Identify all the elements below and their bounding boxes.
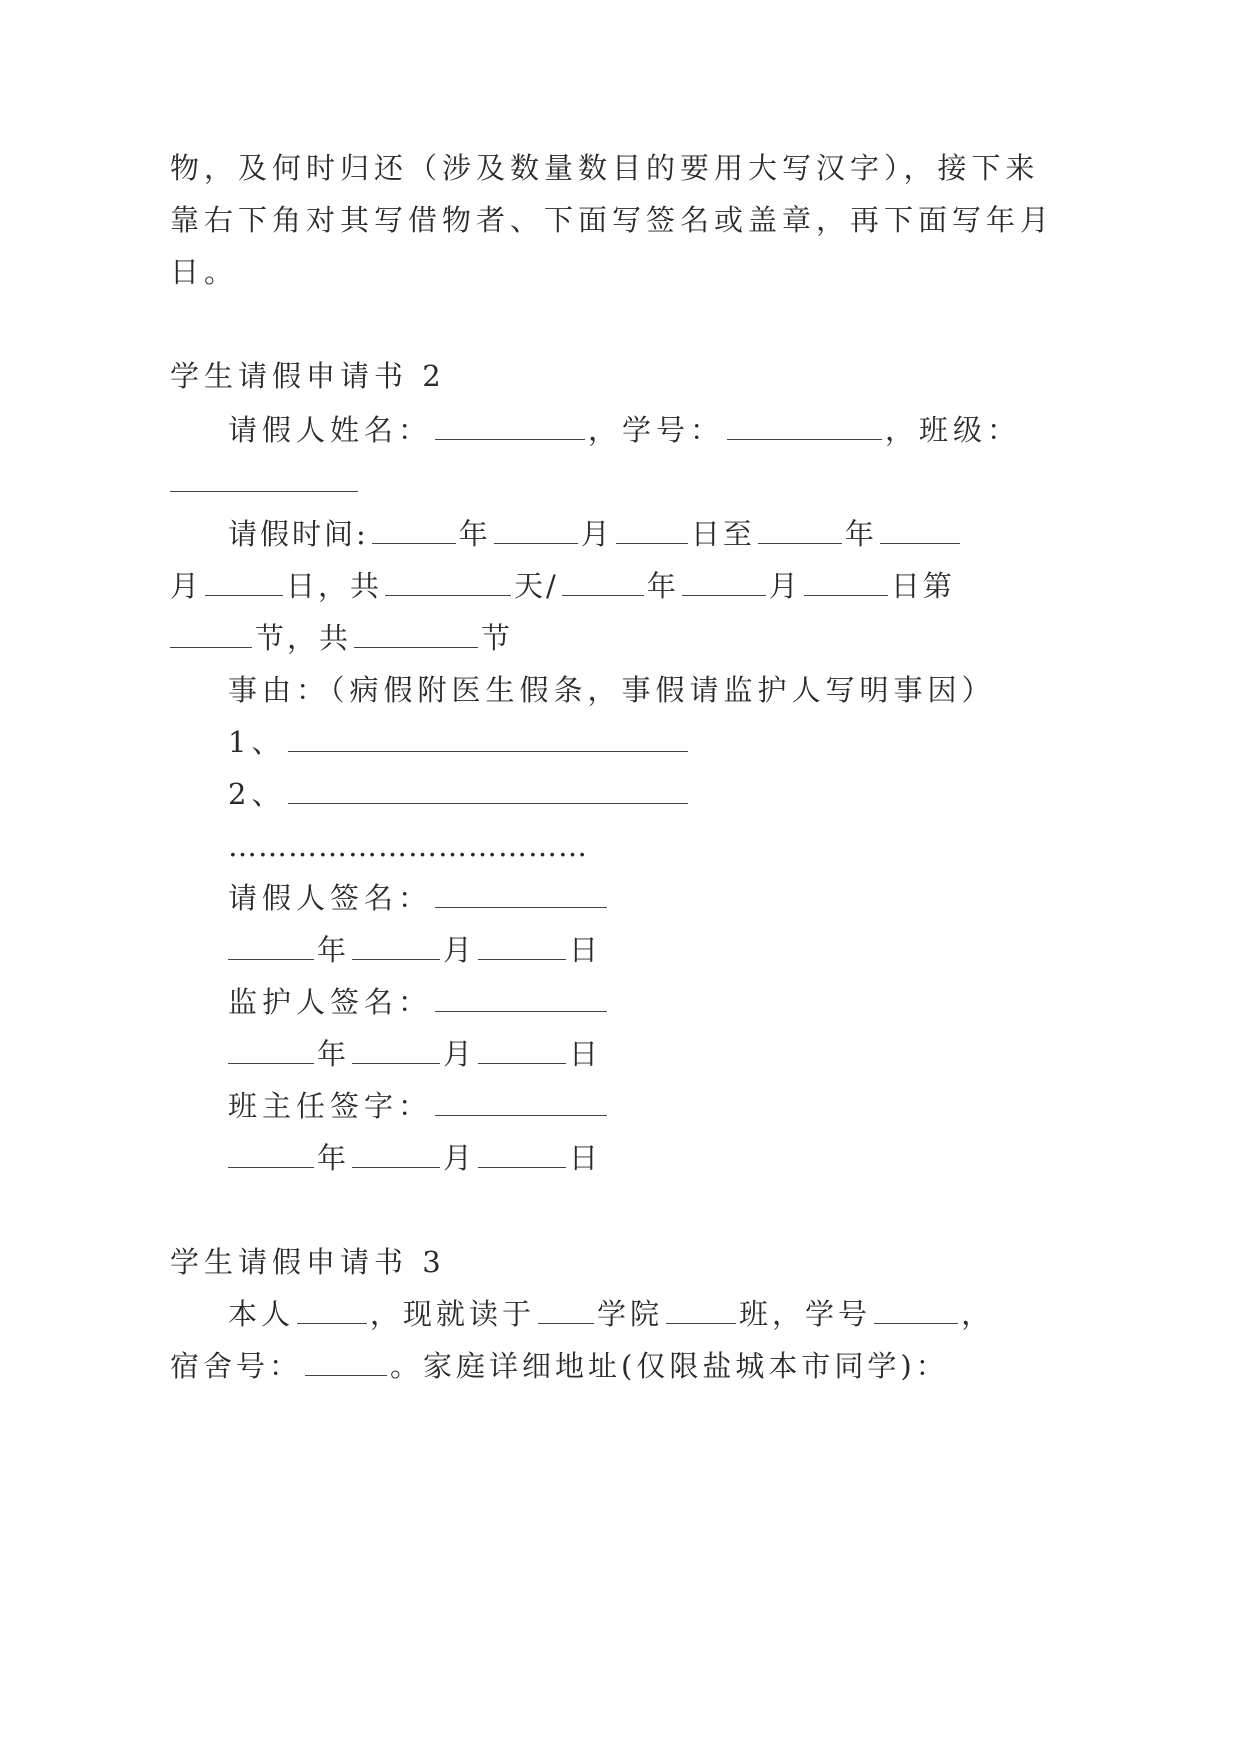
applicant-date-row bbox=[228, 930, 601, 970]
class-number-blank[interactable] bbox=[666, 1299, 736, 1324]
comma-text: ， bbox=[961, 1297, 995, 1331]
student-number-blank[interactable] bbox=[874, 1299, 958, 1324]
month-text: 月 bbox=[768, 569, 801, 603]
year-text: 年 bbox=[317, 1037, 350, 1071]
applicant-year-blank[interactable] bbox=[228, 935, 314, 960]
reason-item-2 bbox=[228, 774, 691, 814]
leave-time-row-2 bbox=[170, 566, 955, 606]
reason-2-blank[interactable] bbox=[288, 779, 688, 804]
day-text: 日 bbox=[569, 1037, 602, 1071]
total-days-blank[interactable] bbox=[385, 571, 511, 596]
teacher-year-blank[interactable] bbox=[228, 1143, 314, 1168]
year-text: 年 bbox=[646, 569, 679, 603]
year-text: 年 bbox=[458, 517, 491, 551]
item-2-number: 2、 bbox=[228, 777, 286, 811]
period-day-blank[interactable] bbox=[804, 571, 888, 596]
day-text: 日 bbox=[569, 933, 602, 967]
end-month-blank[interactable] bbox=[880, 519, 960, 544]
guardian-signature-row bbox=[228, 982, 610, 1022]
college-blank[interactable] bbox=[538, 1299, 594, 1324]
dorm-address-row bbox=[170, 1346, 949, 1386]
address-label: 。家庭详细地址(仅限盐城本市同学)： bbox=[390, 1349, 949, 1383]
day-ordinal-text: 日第 bbox=[890, 569, 955, 603]
item-1-number: 1、 bbox=[228, 725, 286, 759]
teacher-day-blank[interactable] bbox=[478, 1143, 566, 1168]
month-text: 月 bbox=[170, 569, 203, 603]
year-text: 年 bbox=[844, 517, 877, 551]
class-blank[interactable] bbox=[170, 467, 358, 492]
teacher-date-row bbox=[228, 1138, 601, 1178]
period-number-blank[interactable] bbox=[170, 623, 252, 648]
teacher-sig-blank[interactable] bbox=[435, 1091, 607, 1116]
applicant-day-blank[interactable] bbox=[478, 935, 566, 960]
section-2-title: 学生请假申请书 2 bbox=[170, 359, 446, 393]
end-year-blank[interactable] bbox=[758, 519, 842, 544]
leave-time-label: 请假时间: bbox=[228, 517, 369, 551]
self-info-row bbox=[228, 1294, 994, 1334]
guardian-day-blank[interactable] bbox=[478, 1039, 566, 1064]
teacher-month-blank[interactable] bbox=[352, 1143, 440, 1168]
reason-1-blank[interactable] bbox=[288, 727, 688, 752]
teacher-signature-row bbox=[228, 1086, 610, 1126]
name-blank[interactable] bbox=[435, 415, 585, 440]
reason-label: 事由：（病假附医生假条，事假请监护人写明事因） bbox=[228, 673, 996, 707]
day-to-text: 日至 bbox=[690, 517, 755, 551]
total-periods-blank[interactable] bbox=[354, 623, 478, 648]
end-day-blank[interactable] bbox=[205, 571, 283, 596]
intro-line-1: 物，及何时归还（涉及数量数目的要用大写汉字），接下来 bbox=[170, 151, 1040, 185]
leave-time-row-3 bbox=[170, 618, 513, 658]
guardian-year-blank[interactable] bbox=[228, 1039, 314, 1064]
days-slash-text: 天/ bbox=[514, 569, 559, 603]
applicant-sig-blank[interactable] bbox=[435, 883, 607, 908]
student-id-label: ，学号： bbox=[588, 413, 725, 447]
reason-item-1 bbox=[228, 722, 691, 762]
total-prefix-text: 日，共 bbox=[286, 569, 383, 603]
month-text: 月 bbox=[443, 1037, 476, 1071]
applicant-sig-label: 请假人签名： bbox=[228, 881, 433, 915]
leave-time-row-1 bbox=[228, 514, 960, 554]
month-text: 月 bbox=[580, 517, 613, 551]
period-total-text: 节，共 bbox=[255, 621, 352, 655]
year-text: 年 bbox=[317, 1141, 350, 1175]
dorm-number-blank[interactable] bbox=[305, 1351, 387, 1376]
month-text: 月 bbox=[443, 1141, 476, 1175]
period-text: 节 bbox=[481, 621, 514, 655]
start-month-blank[interactable] bbox=[494, 519, 578, 544]
guardian-date-row bbox=[228, 1034, 601, 1074]
class-blank-row bbox=[170, 462, 361, 502]
day-text: 日 bbox=[569, 1141, 602, 1175]
guardian-sig-label: 监护人签名： bbox=[228, 985, 433, 1019]
applicant-month-blank[interactable] bbox=[352, 935, 440, 960]
guardian-month-blank[interactable] bbox=[352, 1039, 440, 1064]
self-label: 本人 bbox=[228, 1297, 295, 1331]
name-label: 请假人姓名： bbox=[228, 413, 433, 447]
self-name-blank[interactable] bbox=[297, 1299, 367, 1324]
class-label: ，班级： bbox=[885, 413, 1022, 447]
start-year-blank[interactable] bbox=[372, 519, 456, 544]
name-id-class-row bbox=[228, 410, 1021, 450]
intro-line-2: 靠右下角对其写借物者、下面写签名或盖章，再下面写年月 bbox=[170, 203, 1055, 237]
teacher-sig-label: 班主任签字： bbox=[228, 1089, 433, 1123]
ellipsis-line: ……………………………… bbox=[228, 829, 588, 863]
start-day-blank[interactable] bbox=[616, 519, 688, 544]
intro-line-3: 日。 bbox=[170, 255, 239, 289]
applicant-signature-row bbox=[228, 878, 610, 918]
year-text: 年 bbox=[317, 933, 350, 967]
period-year-blank[interactable] bbox=[562, 571, 644, 596]
dorm-label: 宿舍号： bbox=[170, 1349, 303, 1383]
month-text: 月 bbox=[443, 933, 476, 967]
student-id-blank[interactable] bbox=[727, 415, 882, 440]
section-3-title: 学生请假申请书 3 bbox=[170, 1245, 446, 1279]
guardian-sig-blank[interactable] bbox=[435, 987, 607, 1012]
college-text: 学院 bbox=[597, 1297, 664, 1331]
study-at-text: ，现就读于 bbox=[370, 1297, 536, 1331]
class-id-text: 班，学号 bbox=[739, 1297, 872, 1331]
period-month-blank[interactable] bbox=[682, 571, 766, 596]
